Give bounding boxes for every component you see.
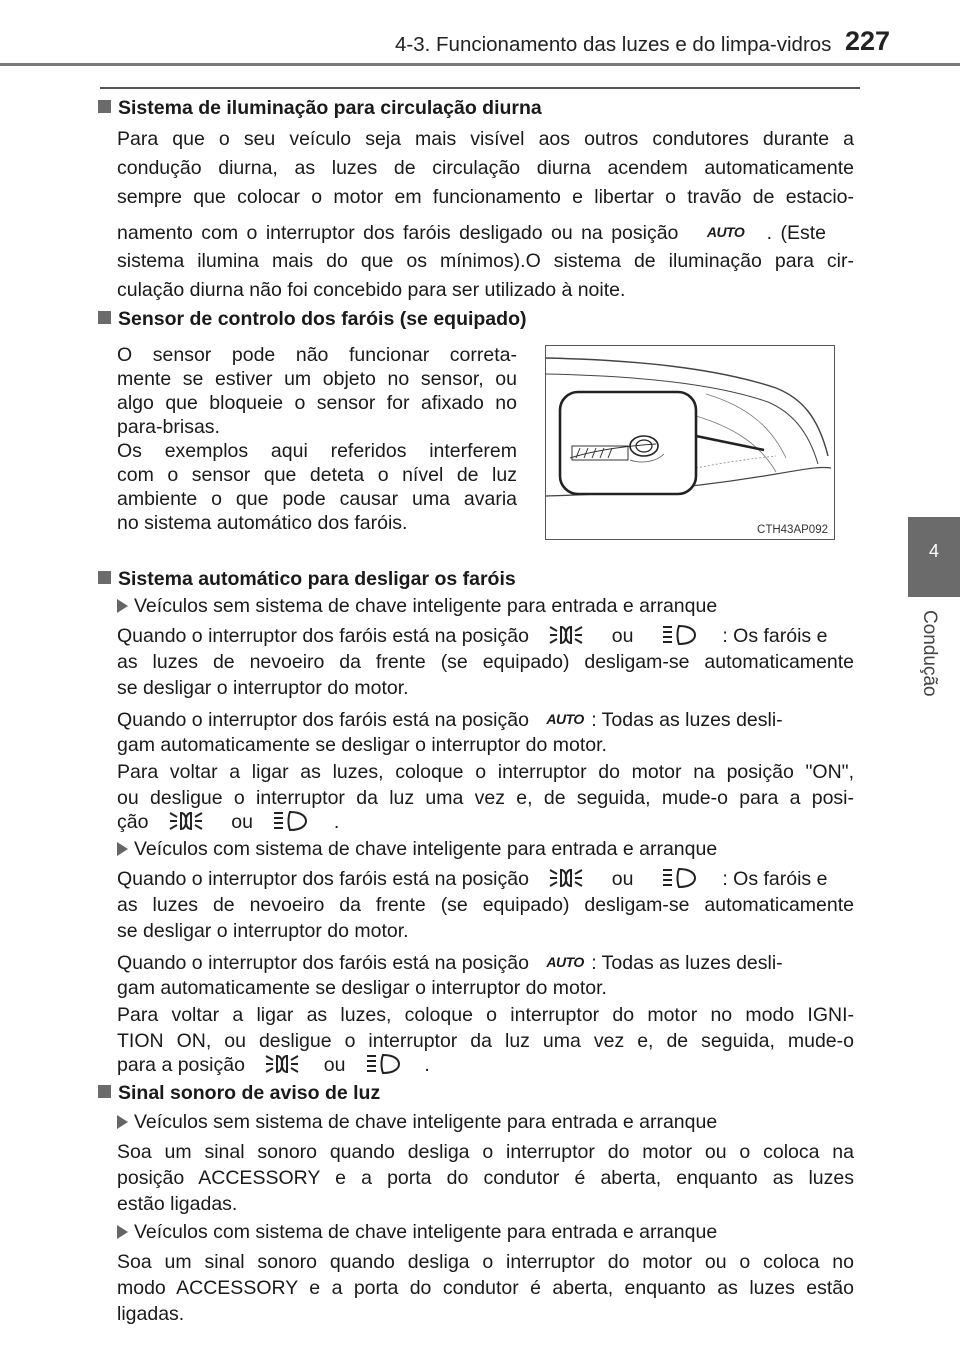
sensor-figure (545, 345, 835, 540)
paragraph-line: gam automaticamente se desligar o interruptor do motor. (117, 734, 607, 756)
section-heading-drl: Sistema de iluminação para circulação diurna (98, 95, 542, 121)
auto-icon: AUTO (546, 954, 584, 970)
windshield-sensor-illustration (546, 346, 834, 539)
auto-icon: AUTO (546, 711, 584, 727)
subheading-with-key: Veículos com sistema de chave inteligente para entrada e arranque (117, 836, 717, 862)
chapter-label-text: Condução (919, 610, 940, 697)
paragraph-line: gam automaticamente se desligar o interruptor do motor. (117, 977, 607, 999)
triangle-bullet-icon (117, 1225, 128, 1239)
paragraph-line: namento com o interruptor dos faróis desligado ou na posição AUTO . (Este (117, 219, 854, 246)
section-heading-auto-off: Sistema automático para desligar os faróis (98, 566, 516, 592)
headlight-icon (661, 623, 701, 647)
paragraph-line: ligadas. (117, 1303, 185, 1325)
paragraph-line: Para voltar a ligar as luzes, coloque o interruptor do motor no modo IGNI- (117, 1004, 854, 1026)
subheading-with-key: Veículos com sistema de chave inteligente para entrada e arranque (117, 1219, 717, 1245)
paragraph-line: ção ou . (117, 811, 340, 833)
paragraph-line: O sensor pode não funcionar correta- (117, 344, 517, 366)
auto-icon: AUTO (706, 224, 745, 240)
square-bullet-icon (98, 571, 111, 584)
section-heading-buzzer: Sinal sonoro de aviso de luz (98, 1080, 380, 1106)
chapter-label (918, 610, 946, 710)
paragraph-line: Os exemplos aqui referidos interferem (117, 440, 517, 462)
triangle-bullet-icon (117, 599, 128, 613)
paragraph-line: mente se estiver um objeto no sensor, ou (117, 368, 517, 390)
paragraph-line: posição ACCESSORY e a porta do condutor é aberta, enquanto as luzes (117, 1167, 854, 1189)
subheading-without-key: Veículos sem sistema de chave inteligente para entrada e arranque (117, 1109, 717, 1135)
paragraph-line: se desligar o interruptor do motor. (117, 920, 409, 942)
paragraph-line: para-brisas. (117, 416, 220, 438)
paragraph-line: Para que o seu veículo seja mais visível aos outros condutores durante a (117, 128, 854, 150)
paragraph-line: estão ligadas. (117, 1193, 238, 1215)
tail-light-icon (548, 866, 588, 890)
paragraph-line: as luzes de nevoeiro da frente (se equipado) desligam-se automaticamente (117, 894, 854, 916)
figure-code: CTH43AP092 (757, 524, 828, 536)
paragraph-line: condução diurna, as luzes de circulação diurna acendem automaticamente (117, 157, 854, 179)
paragraph-line: as luzes de nevoeiro da frente (se equipado) desligam-se automaticamente (117, 651, 854, 673)
paragraph-line: no sistema automático dos faróis. (117, 512, 408, 534)
section-heading-sensor: Sensor de controlo dos faróis (se equipado) (98, 306, 526, 332)
paragraph-line: ou desligue o interruptor da luz uma vez e, de seguida, mude-o para a posi- (117, 787, 854, 809)
page-number: 227 (845, 26, 891, 56)
triangle-bullet-icon (117, 842, 128, 856)
headlight-icon (272, 809, 312, 833)
paragraph-line: Quando o interruptor dos faróis está na posição AUTO : Todas as luzes desli- (117, 706, 783, 733)
page-header (0, 0, 960, 70)
content-rule (100, 87, 860, 89)
paragraph-line: ambiente o que pode causar uma avaria (117, 488, 517, 510)
paragraph-line: TION ON, ou desligue o interruptor da luz uma vez e, de seguida, mude-o (117, 1030, 854, 1052)
headlight-icon (661, 866, 701, 890)
paragraph-line: Soa um sinal sonoro quando desliga o interruptor do motor ou o coloca no (117, 1251, 854, 1273)
chapter-number: 4 (928, 541, 939, 561)
headlight-icon (365, 1052, 405, 1076)
square-bullet-icon (98, 1085, 111, 1098)
paragraph-line: Quando o interruptor dos faróis está na posição AUTO : Todas as luzes desli- (117, 949, 783, 976)
tail-light-icon (168, 809, 208, 833)
paragraph-line: sempre que colocar o motor em funcionamento e libertar o travão de estacio- (117, 186, 854, 208)
paragraph-line: modo ACCESSORY e a porta do condutor é aberta, enquanto as luzes estão (117, 1277, 854, 1299)
subheading-without-key: Veículos sem sistema de chave inteligente para entrada e arranque (117, 593, 717, 619)
header-rule (0, 63, 960, 66)
chapter-tab[interactable] (908, 517, 960, 597)
tail-light-icon (264, 1052, 304, 1076)
paragraph-line: com o sensor que deteta o nível de luz (117, 464, 517, 486)
triangle-bullet-icon (117, 1115, 128, 1129)
tail-light-icon (548, 623, 588, 647)
square-bullet-icon (98, 311, 111, 324)
paragraph-line: Quando o interruptor dos faróis está na posição ou : Os faróis e (117, 625, 828, 647)
paragraph-line: Soa um sinal sonoro quando desliga o interruptor do motor ou o coloca na (117, 1141, 854, 1163)
section-title: 4-3. Funcionamento das luzes e do limpa-vidros (395, 33, 832, 56)
paragraph-line: Para voltar a ligar as luzes, coloque o interruptor do motor na posição "ON", (117, 761, 854, 783)
square-bullet-icon (98, 100, 111, 113)
paragraph-line: Quando o interruptor dos faróis está na posição ou : Os faróis e (117, 868, 828, 890)
paragraph-line: culação diurna não foi concebido para ser utilizado à noite. (117, 279, 626, 301)
paragraph-line: se desligar o interruptor do motor. (117, 677, 409, 699)
paragraph-line: sistema ilumina mais do que os mínimos).O sistema de iluminação para cir- (117, 250, 854, 272)
paragraph-line: algo que bloqueie o sensor for afixado no (117, 392, 517, 414)
paragraph-line: para a posição ou . (117, 1054, 430, 1076)
